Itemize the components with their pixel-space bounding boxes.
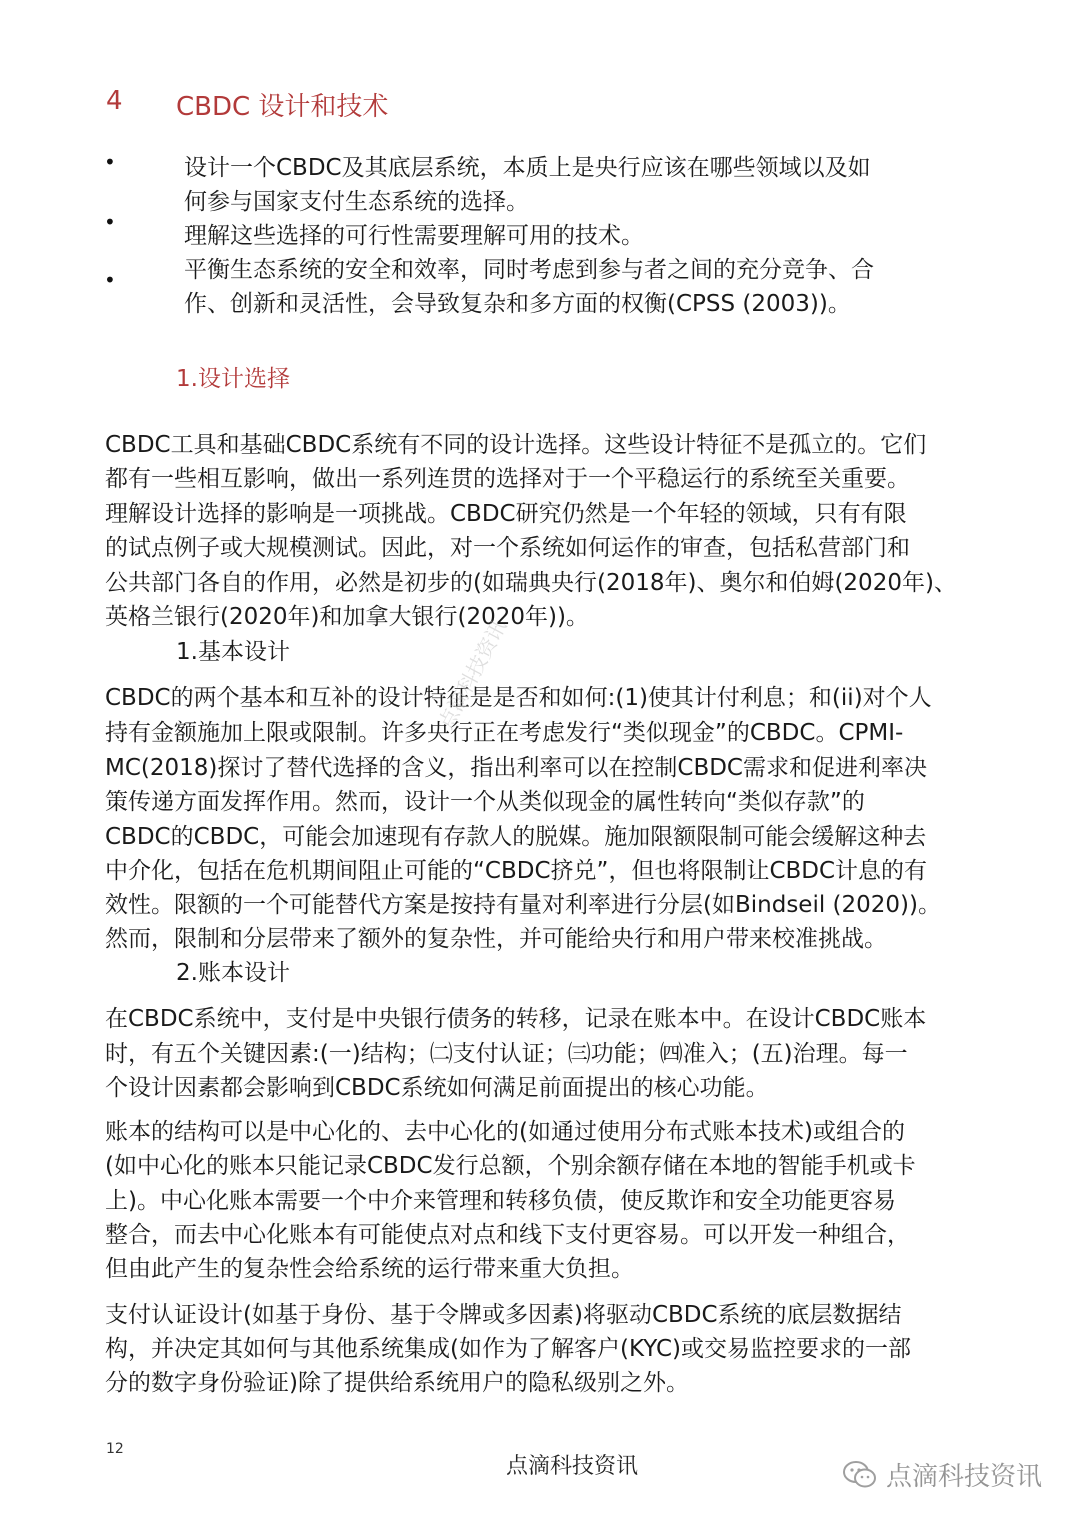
- paragraph3-line: 个设计因素都会影响到CBDC系统如何满足前面提出的核心功能。: [105, 1075, 769, 1101]
- paragraph1-line: 公共部门各自的作用，必然是初步的(如瑞典央行(2018年)、奥尔和伯姆(2020年)、: [105, 570, 957, 596]
- watermark-text: 点滴科技资讯: [885, 1462, 1042, 1492]
- bullet-3-line-2: 作、创新和灵活性，会导致复杂和多方面的权衡(CPSS (2003))。: [184, 291, 851, 317]
- bullet-1-line-1: 设计一个CBDC及其底层系统，本质上是央行应该在哪些领域以及如: [184, 155, 871, 181]
- paragraph4-line: 整合，而去中心化账本有可能使点对点和线下支付更容易。可以开发一种组合，: [105, 1222, 910, 1248]
- paragraph3-line: 在CBDC系统中，支付是中央银行债务的转移，记录在账本中。在设计CBDC账本: [105, 1006, 927, 1032]
- paragraph5-line: 分的数字身份验证)除了提供给系统用户的隐私级别之外。: [105, 1370, 689, 1396]
- section-number: 4: [106, 86, 123, 116]
- paragraph4-line: 上)。中心化账本需要一个中介来管理和转移负债，使反欺诈和安全功能更容易: [105, 1188, 896, 1214]
- section-title: CBDC 设计和技术: [176, 92, 389, 122]
- paragraph4-line: 但由此产生的复杂性会给系统的运行带来重大负担。: [105, 1256, 634, 1282]
- bullet-dot: •: [104, 210, 116, 234]
- bullet-1-line-2: 何参与国家支付生态系统的选择。: [184, 189, 529, 215]
- bullet-3-line-1: 平衡生态系统的安全和效率，同时考虑到参与者之间的充分竞争、合: [184, 257, 874, 283]
- paragraph2-line: CBDC的两个基本和互补的设计特征是是否和如何:(1)使其计付利息；和(ii)对个人: [105, 685, 932, 711]
- paragraph2-line: MC(2018)探讨了替代选择的含义，指出利率可以在控制CBDC需求和促进利率决: [105, 755, 927, 781]
- paragraph1-line: CBDC工具和基础CBDC系统有不同的设计选择。这些设计特征不是孤立的。它们: [105, 432, 927, 458]
- heading-ledger-design: 2.账本设计: [176, 960, 290, 986]
- diagonal-watermark: 点滴科技资讯: [433, 615, 512, 734]
- paragraph2-line: 中介化，包括在危机期间阻止可能的“CBDC挤兑”，但也将限制让CBDC计息的有: [105, 858, 928, 884]
- paragraph4-line: 账本的结构可以是中心化的、去中心化的(如通过使用分布式账本技术)或组合的: [105, 1119, 905, 1145]
- paragraph1-line: 的试点例子或大规模测试。因此，对一个系统如何运作的审查，包括私营部门和: [105, 535, 910, 561]
- footer-text: 点滴科技资讯: [506, 1454, 639, 1479]
- wechat-icon: [842, 1460, 878, 1490]
- bullet-dot: •: [104, 268, 116, 292]
- paragraph1-line: 都有一些相互影响，做出一系列连贯的选择对于一个平稳运行的系统至关重要。: [105, 466, 910, 492]
- heading-basic-design: 1.基本设计: [176, 639, 290, 665]
- paragraph2-line: 策传递方面发挥作用。然而，设计一个从类似现金的属性转向“类似存款”的: [105, 789, 865, 815]
- paragraph4-line: (如中心化的账本只能记录CBDC发行总额，个别余额存储在本地的智能手机或卡: [105, 1153, 916, 1179]
- paragraph5-line: 支付认证设计(如基于身份、基于令牌或多因素)将驱动CBDC系统的底层数据结: [105, 1302, 902, 1328]
- paragraph2-line: 效性。限额的一个可能替代方案是按持有量对利率进行分层(如Bindseil (2020))。: [105, 892, 941, 918]
- paragraph3-line: 时，有五个关键因素:(一)结构；㈡支付认证；㈢功能；㈣准入；(五)治理。每一: [105, 1041, 908, 1067]
- paragraph5-line: 构，并决定其如何与其他系统集成(如作为了解客户(KYC)或交易监控要求的一部: [105, 1336, 912, 1362]
- paragraph2-line: CBDC的CBDC，可能会加速现有存款人的脱媒。施加限额限制可能会缓解这种去: [105, 824, 927, 850]
- bullet-dot: •: [104, 150, 116, 174]
- page-number: 12: [106, 1441, 124, 1457]
- subsection-title: 1.设计选择: [176, 366, 290, 392]
- paragraph1-line: 理解设计选择的影响是一项挑战。CBDC研究仍然是一个年轻的领域，只有有限: [105, 501, 907, 527]
- bullet-2-line-1: 理解这些选择的可行性需要理解可用的技术。: [184, 223, 644, 249]
- paragraph2-line: 持有金额施加上限或限制。许多央行正在考虑发行“类似现金”的CBDC。CPMI-: [105, 720, 904, 746]
- paragraph1-line: 英格兰银行(2020年)和加拿大银行(2020年))。: [105, 604, 589, 630]
- wechat-watermark: [842, 1456, 1042, 1493]
- paragraph2-line: 然而，限制和分层带来了额外的复杂性，并可能给央行和用户带来校准挑战。: [105, 926, 887, 952]
